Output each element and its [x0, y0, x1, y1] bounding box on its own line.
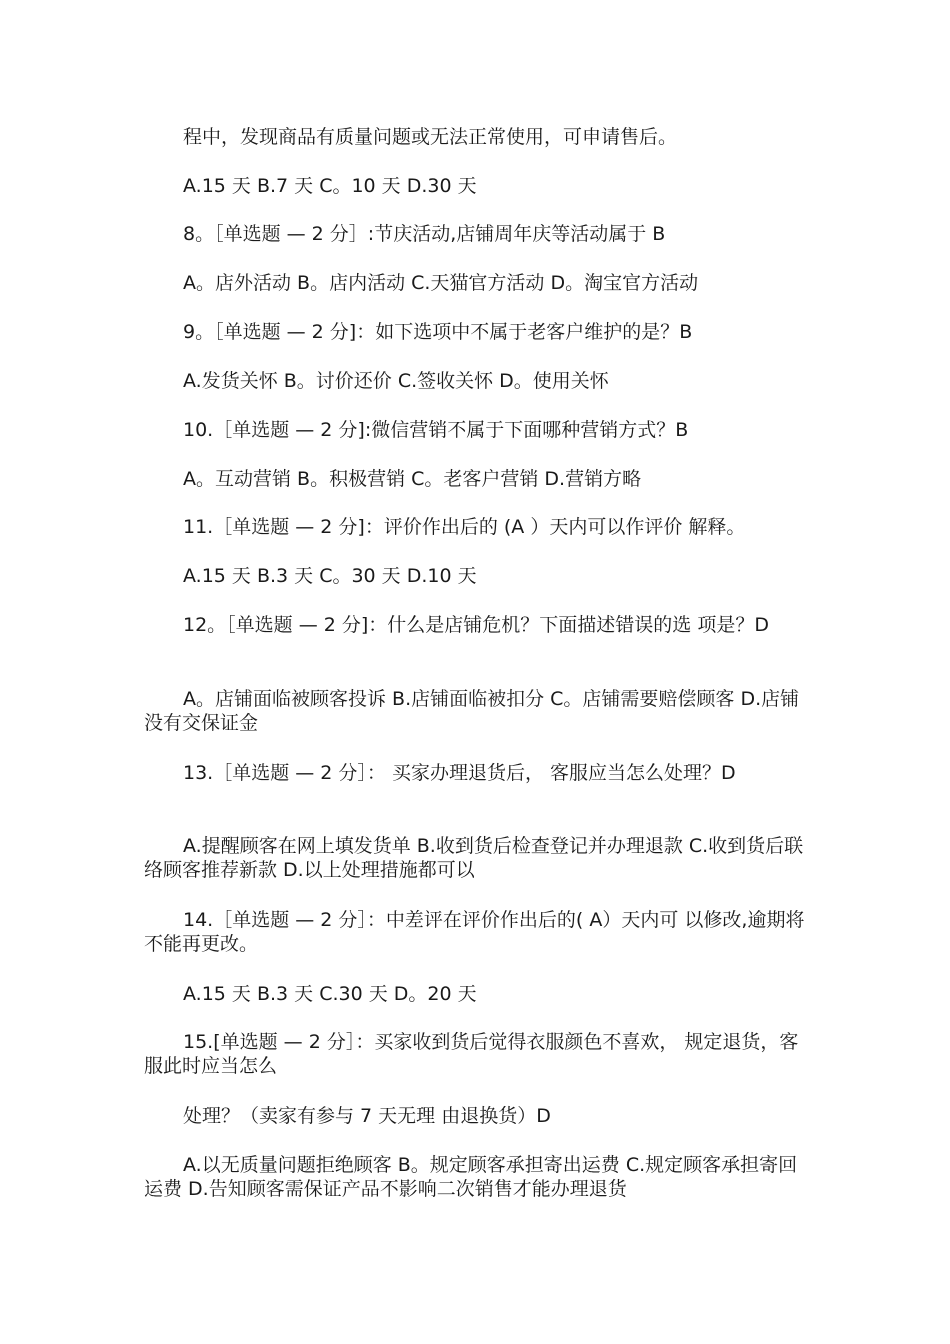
answer-options: A.提醒顾客在网上填发货单 B.收到货后检查登记并办理退款 C.收到货后联络顾客推荐新款 D.以上处理措施都可以 [144, 835, 804, 881]
answer-options: A.15 天 B.3 天 C.30 天 D。20 天 [183, 983, 477, 1005]
question-14: 14.［单选题 — 2 分］：中差评在评价作出后的( A）天内可 以修改,逾期将不能再更改。 [144, 909, 805, 955]
question-8: 8。［单选题 — 2 分］:节庆活动,店铺周年庆等活动属于 B [183, 223, 666, 245]
question-11: 11.［单选题 — 2 分]：评价作出后的 (A ）天内可以作评价 解释。 [183, 516, 746, 538]
answer-options: A。互动营销 B。积极营销 C。老客户营销 D.营销方略 [183, 468, 642, 490]
answer-options: A。店外活动 B。店内活动 C.天猫官方活动 D。淘宝官方活动 [183, 272, 699, 294]
answer-options: A.以无质量问题拒绝顾客 B。规定顾客承担寄出运费 C.规定顾客承担寄回运费 D.告知顾客需保证产品不影响二次销售才能办理退货 [144, 1154, 798, 1200]
question-15: 15.[单选题 — 2 分］：买家收到货后觉得衣服颜色不喜欢， 规定退货，客服此时应当怎么 [144, 1031, 799, 1077]
answer-options: A。店铺面临被顾客投诉 B.店铺面临被扣分 C。店铺需要赔偿顾客 D.店铺没有交保证金 [144, 688, 800, 734]
question-10: 10.［单选题 — 2 分]:微信营销不属于下面哪种营销方式？B [183, 419, 689, 441]
paragraph: 程中，发现商品有质量问题或无法正常使用，可申请售后。 [183, 126, 678, 148]
answer-options: A.15 天 B.7 天 C。10 天 D.30 天 [183, 175, 477, 197]
question-12: 12。［单选题 — 2 分]：什么是店铺危机？下面描述错误的选 项是？D [183, 614, 769, 636]
question-9: 9。［单选题 — 2 分]：如下选项中不属于老客户维护的是？B [183, 321, 693, 343]
answer-options: A.15 天 B.3 天 C。30 天 D.10 天 [183, 565, 477, 587]
question-13: 13.［单选题 — 2 分］： 买家办理退货后， 客服应当怎么处理？D [183, 762, 736, 784]
answer-options: A.发货关怀 B。讨价还价 C.签收关怀 D。使用关怀 [183, 370, 609, 392]
paragraph: 处理？（卖家有参与 7 天无理 由退换货）D [183, 1105, 551, 1127]
